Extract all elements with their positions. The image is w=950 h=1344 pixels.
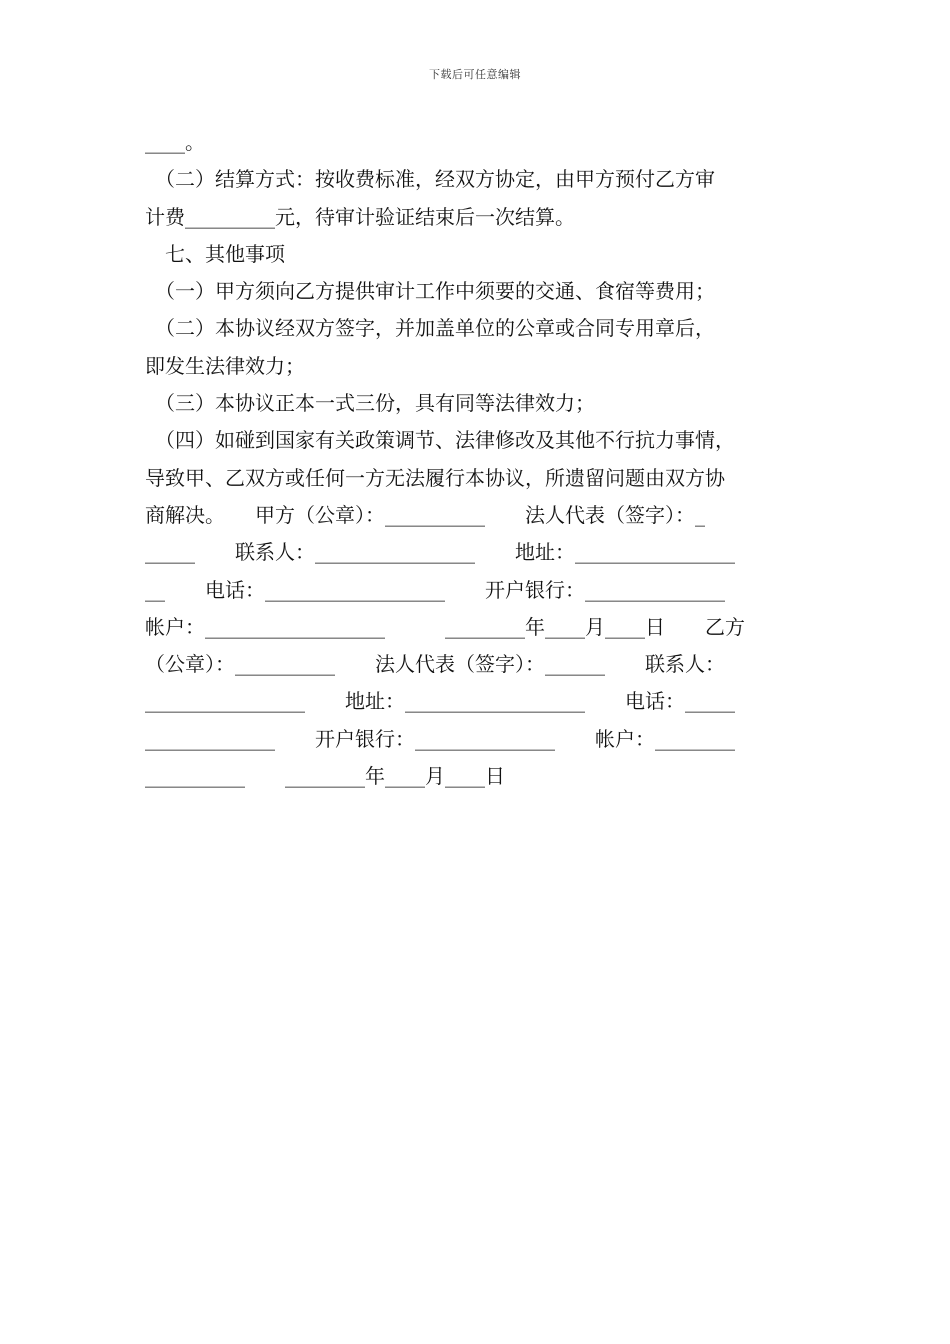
signature-line: ________________ 地址：__________________ 电话：_____ [145,689,735,714]
signature-line: （公章）：__________ 法人代表（签字）：______ 联系人： [145,652,725,677]
signature-line: _____________ 开户银行：______________ 帐户：________ [145,726,735,751]
signature-line: _____ 联系人：________________ 地址：________________ [145,540,735,565]
body-line: （四）如碰到国家有关政策调节、法律修改及其他不行抗力事情， [145,428,735,453]
body-line: 计费_________元，待审计验证结束后一次结算。 [145,204,575,229]
body-line: （二）结算方式：按收费标准，经双方协定，由甲方预付乙方审 [145,167,715,192]
body-line: ____。 [145,130,205,154]
page-header: 下载后可任意编辑 [429,68,521,81]
body-line: （二）本协议经双方签字，并加盖单位的公章或合同专用章后， [145,316,715,341]
body-line: 即发生法律效力； [145,353,305,378]
signature-line: __________ ________年____月____日 [145,764,505,789]
body-line: （一）甲方须向乙方提供审计工作中须要的交通、食宿等费用； [145,279,715,304]
body-line: 导致甲、乙双方或任何一方无法履行本协议，所遗留问题由双方协 [145,465,725,490]
section-heading: 七、其他事项 [145,241,285,266]
body-line: （三）本协议正本一式三份，具有同等法律效力； [145,391,595,416]
document-body [145,124,807,795]
signature-line: 帐户：__________________ ________年____月____日 乙方 [145,614,745,639]
signature-line: __ 电话：__________________ 开户银行：______________ [145,577,725,602]
signature-line: 商解决。 甲方（公章）：__________ 法人代表（签字）：_ [145,502,705,527]
